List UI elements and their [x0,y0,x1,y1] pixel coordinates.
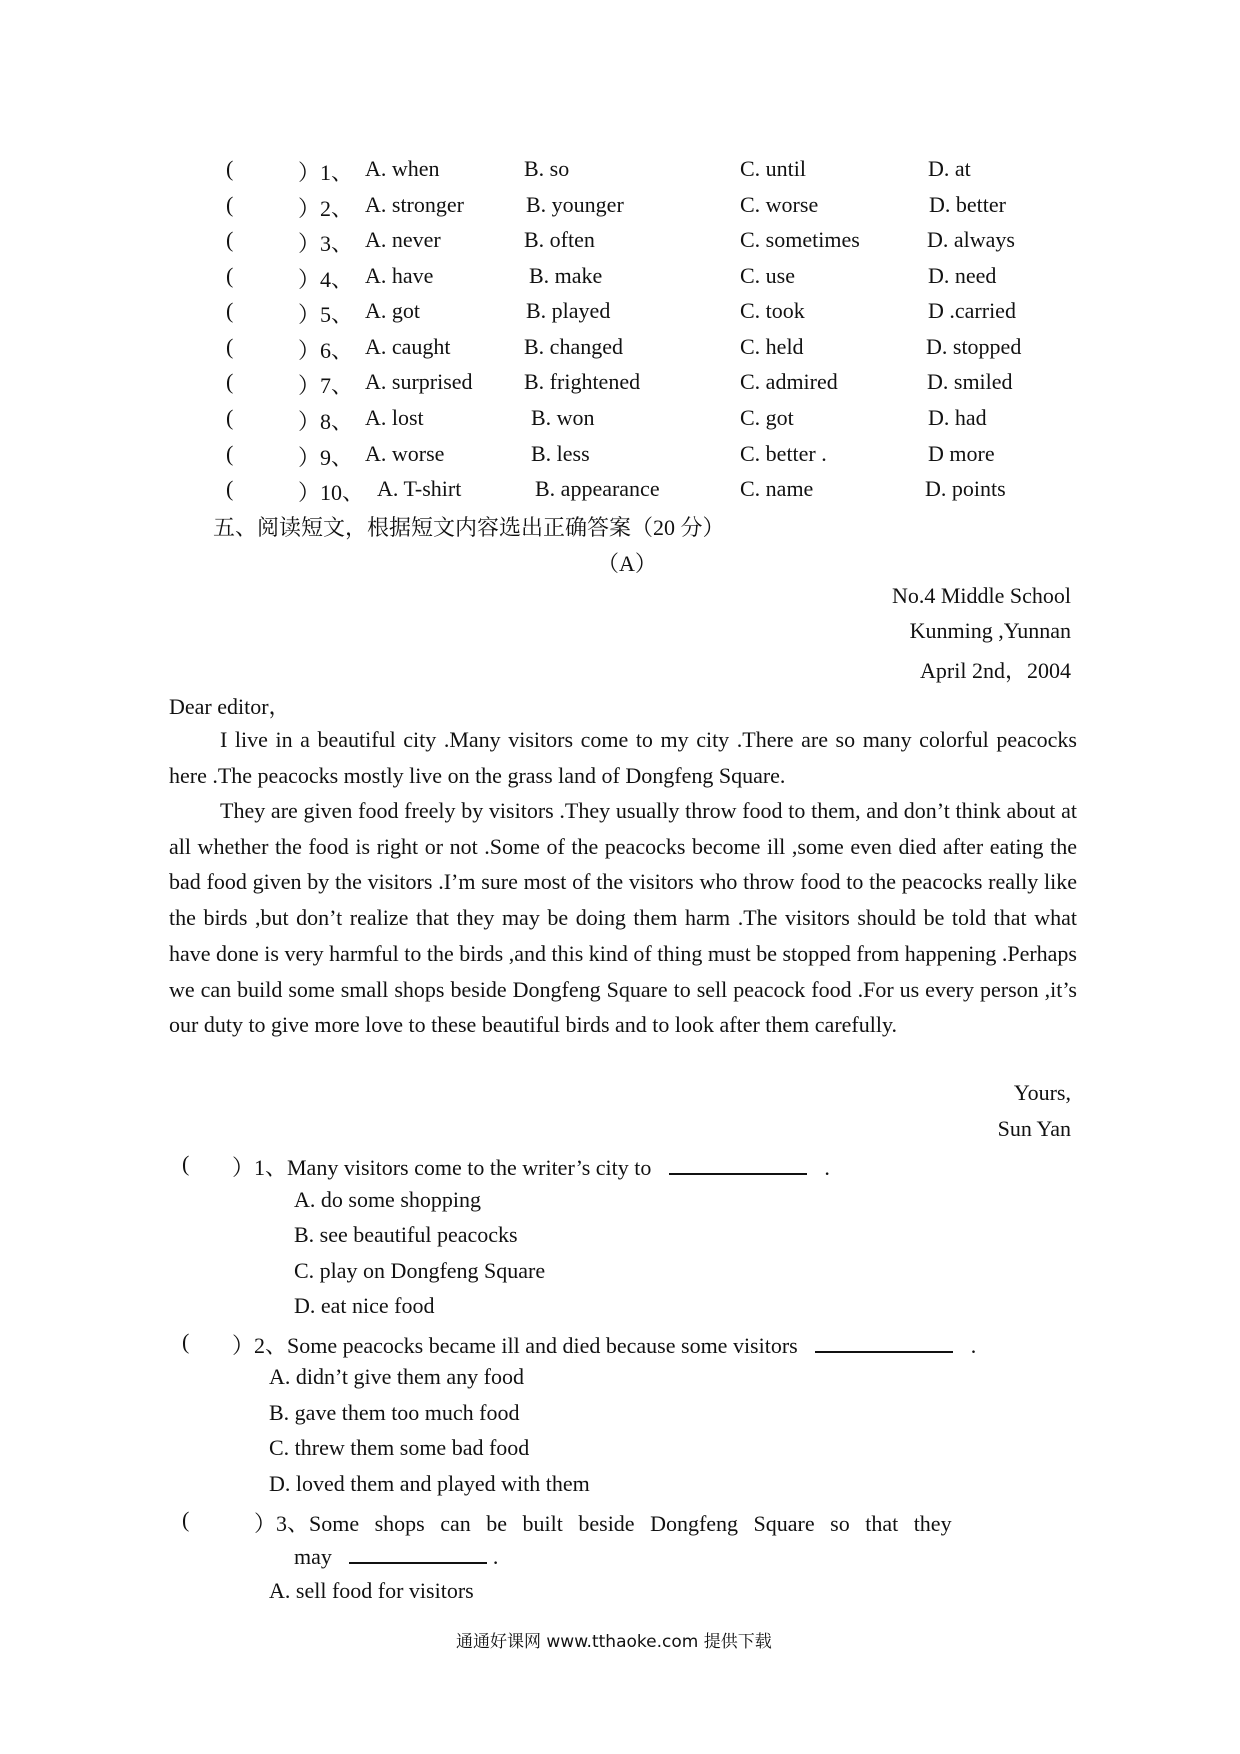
option-d: D. always [927,227,1015,252]
option[interactable]: B. see beautiful peacocks [294,1222,518,1247]
option-b: B. won [531,405,595,430]
option-c: C. admired [740,369,838,394]
cloze-row [0,441,1240,475]
question-stem-end: . [824,1155,830,1180]
cloze-row [0,192,1240,226]
answer-paren[interactable]: ( [182,1507,190,1532]
option-a: A. T-shirt [377,476,462,501]
option-c: C. got [740,405,794,430]
question-number: ）5、 [298,302,354,327]
option-b: B. appearance [535,476,660,501]
answer-paren[interactable]: ( [226,441,234,466]
option-d: D. at [928,156,971,181]
section-heading: 五、阅读短文，根据短文内容选出正确答案（20 分） [213,515,725,540]
answer-paren[interactable]: ( [182,1329,190,1354]
answer-paren[interactable]: ( [226,298,234,323]
question-number: ）1、 [298,160,354,185]
option-b: B. younger [526,192,624,217]
option-c: C. took [740,298,805,323]
option-d: D more [928,441,995,466]
letter-closing: Yours, [1013,1080,1071,1105]
question-number: ）7、 [298,373,354,398]
option-d: D. better [929,192,1006,217]
option-b: B. played [526,298,611,323]
option-d: D .carried [928,298,1016,323]
cloze-row [0,405,1240,439]
letter-date: April 2nd，2004 [920,658,1071,683]
question-number: ）3、 [298,231,354,256]
cloze-row [0,156,1240,190]
option-c: C. name [740,476,814,501]
question-number: ）9、 [298,445,354,470]
question-stem-text: ）1、Many visitors come to the writer’s city to [232,1155,652,1180]
answer-paren[interactable]: ( [226,263,234,288]
cloze-row [0,227,1240,261]
question-stem-text: ）2、Some peacocks became ill and died because some visitors [232,1333,798,1358]
answer-paren[interactable]: ( [226,476,234,501]
letter-salutation: Dear editor， [169,694,291,719]
option[interactable]: C. threw them some bad food [269,1435,530,1460]
letter-paragraph: I live in a beautiful city .Many visitors come to my city .There are so many colorful peacocks here .The peacocks mostly live on the grass land of Dongfeng Square. [169,727,1077,788]
answer-paren[interactable]: ( [226,334,234,359]
option[interactable]: B. gave them too much food [269,1400,520,1425]
question-stem-continuation [294,1542,498,1570]
question-number: ）2、 [298,196,354,221]
option-a: A. got [365,298,420,323]
option-c: C. held [740,334,804,359]
letter-address-line: Kunming ,Yunnan [909,618,1071,643]
option[interactable]: D. loved them and played with them [269,1471,590,1496]
answer-blank[interactable] [815,1331,953,1353]
option-a: A. stronger [365,192,464,217]
question-number: ）10、 [298,480,365,505]
option-c: C. worse [740,192,819,217]
question-stem-end: . [970,1333,977,1358]
option[interactable]: A. sell food for visitors [269,1578,474,1603]
option[interactable]: A. do some shopping [294,1187,481,1212]
question-stem-text: may [294,1544,332,1569]
option-d: D. smiled [927,369,1013,394]
answer-paren[interactable]: ( [226,405,234,430]
option[interactable]: D. eat nice food [294,1293,435,1318]
option-d: D. had [928,405,987,430]
option-c: C. until [740,156,807,181]
part-label: （A） [597,551,657,576]
answer-paren[interactable]: ( [182,1151,190,1176]
option-c: C. use [740,263,795,288]
question-number: ）6、 [298,338,354,363]
letter-address-line: No.4 Middle School [891,583,1071,608]
question-stem [232,1151,830,1182]
cloze-row [0,476,1240,510]
option-a: A. never [365,227,441,252]
option-b: B. frightened [524,369,641,394]
answer-paren[interactable]: ( [226,192,234,217]
option[interactable]: C. play on Dongfeng Square [294,1258,546,1283]
answer-blank[interactable] [669,1153,807,1175]
letter-paragraph: They are given food freely by visitors .They usually throw food to them, and don’t think about at all whether the food is right or not .Some of the peacocks become ill ,some even died after eating the bad food given by the visitors .I’m sure most of the visitors who throw food to the peacocks really like the birds ,but don’t realize that they may be doing them harm .The visitors should be told that what have done is very harmful to the birds ,and this kind of thing must be stopped from happening .Perhaps we can build some small shops beside Dongfeng Square to sell peacock food .For us every person ,it’s our duty to give more love to these beautiful birds and to look after them carefully. [169,798,1077,1038]
option-c: C. sometimes [740,227,860,252]
cloze-row [0,298,1240,332]
option[interactable]: A. didn’t give them any food [269,1364,524,1389]
cloze-row [0,334,1240,368]
option-a: A. surprised [365,369,473,394]
option-a: A. have [365,263,434,288]
option-c: C. better . [740,441,827,466]
option-b: B. often [524,227,595,252]
option-d: D. need [928,263,997,288]
cloze-row [0,369,1240,403]
option-b: B. changed [524,334,623,359]
option-a: A. caught [365,334,451,359]
option-a: A. worse [365,441,445,466]
question-stem-end: . [492,1544,499,1569]
question-number: ）4、 [298,267,354,292]
option-d: D. points [925,476,1006,501]
letter-signature: Sun Yan [997,1116,1071,1141]
option-b: B. so [524,156,570,181]
page-footer: 通通好课网 www.tthaoke.com 提供下载 [456,1632,772,1652]
option-a: A. lost [365,405,424,430]
answer-paren[interactable]: ( [226,369,234,394]
answer-blank[interactable] [349,1542,487,1564]
answer-paren[interactable]: ( [226,156,234,181]
option-a: A. when [365,156,440,181]
option-d: D. stopped [926,334,1022,359]
question-stem: ）3、Some shops can be built beside Dongfeng Square so that they [254,1511,952,1536]
option-b: B. make [529,263,603,288]
cloze-row [0,263,1240,297]
question-stem [232,1329,976,1360]
option-b: B. less [531,441,590,466]
question-number: ）8、 [298,409,354,434]
answer-paren[interactable]: ( [226,227,234,252]
